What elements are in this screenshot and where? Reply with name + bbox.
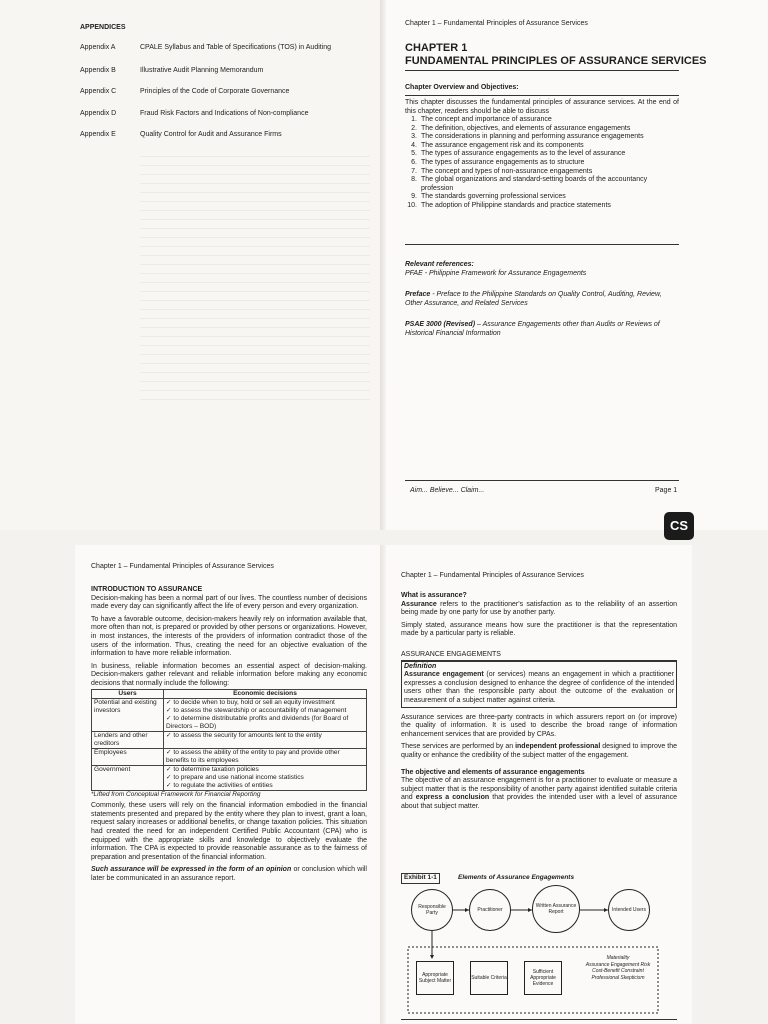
appendix-title: Fraud Risk Factors and Indications of Non-compliance xyxy=(140,110,309,117)
appendices-heading: APPENDICES xyxy=(80,24,126,31)
intro-paragraph-5: Such assurance will be expressed in the form of an opinion or conclusion which will later be communicated in an assurance report. xyxy=(91,866,367,882)
objective-item xyxy=(405,202,679,211)
objective-item xyxy=(405,150,679,159)
arrow-head-3 xyxy=(604,908,608,912)
decisions-cell xyxy=(164,748,367,765)
appendix-key: Appendix A xyxy=(80,44,116,51)
objective-item xyxy=(405,125,679,134)
definition-heading: Definition xyxy=(404,662,437,670)
objective-number: 7. xyxy=(411,167,417,175)
page-number: Page 1 xyxy=(655,487,678,494)
user-cell: Government xyxy=(92,765,164,790)
objective-item xyxy=(405,133,679,142)
independent-paragraph: These services are performed by an independent professional designed to improve the quality or enhance the credibility of the subject matter of the engagement. xyxy=(401,743,677,759)
overview-intro: This chapter discusses the fundamental principles of assurance services. At the end of this chapter, readers should be able to discuss xyxy=(405,99,679,115)
decision-item: ✓ to prepare and use national income statistics xyxy=(166,773,304,781)
appendix-key: Appendix D xyxy=(80,110,117,117)
assurance-simple: Simply stated, assurance means how sure the practitioner is that the representation made by a particular party is reliable. xyxy=(401,621,677,638)
consideration-item: Materiality xyxy=(606,955,630,961)
intro-paragraph-1: Decision-making has been a normal part of our lives. The countless number of decisions made every day can significantly affect the life of every person and every organization. xyxy=(91,594,367,611)
decisions-cell xyxy=(164,698,367,731)
decision-item: ✓ to determine taxation policies xyxy=(166,765,259,773)
intro-content xyxy=(91,586,367,883)
table-row xyxy=(92,698,367,731)
consideration-item: Professional Skepticism xyxy=(591,974,645,981)
exhibit-label: Exhibit 1-1 xyxy=(401,873,440,884)
overview-heading: Chapter Overview and Objectives: xyxy=(405,84,519,91)
objective-text: The types of assurance engagements as to the level of assurance xyxy=(421,150,626,158)
three-party-paragraph: Assurance services are three-party contracts in which assurers report on (or improve) the quality of information. It is used to describe the broad range of information enhancement services that are provided by CPAs. xyxy=(401,713,677,738)
decision-item: ✓ to assess the stewardship or accountability of management xyxy=(166,706,347,714)
objective-number: 3. xyxy=(411,133,417,141)
appendix-row xyxy=(80,44,331,53)
page-chapter-overview xyxy=(386,0,768,530)
appendix-title: Illustrative Audit Planning Memorandum xyxy=(140,67,264,74)
chapter-title: FUNDAMENTAL PRINCIPLES OF ASSURANCE SERVICES xyxy=(405,55,707,67)
user-cell: Employees xyxy=(92,748,164,765)
objective-text: The definition, objectives, and elements of assurance engagements xyxy=(421,124,631,132)
bottom-rule xyxy=(401,1019,677,1020)
objective-number: 9. xyxy=(411,193,417,201)
appendix-row xyxy=(80,131,282,140)
diagram-connectors xyxy=(386,545,692,1024)
page-introduction xyxy=(75,545,380,1024)
definition-text: Assurance engagement (or services) means an engagement in which a practitioner expresses a conclusion designed to enhance the degree of confidence of the intended users other than the responsible party about the outcome of the evaluation or measurement of a subject matter against criteria. xyxy=(404,671,674,704)
ref-psae: PSAE 3000 (Revised) – Assurance Engagements other than Audits or Reviews of Historical Financial Information xyxy=(405,321,660,337)
objective-item xyxy=(405,159,679,168)
ref-preface: Preface - Preface to the Philippine Standards on Quality Control, Auditing, Review, Other Assurance, and Related Services xyxy=(405,291,662,307)
arrow-head-4 xyxy=(430,955,434,959)
objective-text: The adoption of Philippine standards and practice statements xyxy=(421,201,611,209)
appendix-row xyxy=(80,88,289,97)
user-cell: Potential and existing investors xyxy=(92,698,164,731)
assurance-definition: Assurance refers to the practitioner's satisfaction as to the reliability of an assertion being made by one party for use by another party. xyxy=(401,600,677,617)
objective-text: The assurance engagement risk and its components xyxy=(421,141,584,149)
table-row xyxy=(92,748,367,765)
objective-number: 4. xyxy=(411,141,417,149)
appendix-title: CPALE Syllabus and Table of Specifications (TOS) in Auditing xyxy=(140,44,332,51)
objective-paragraph: The objective of an assurance engagement is for a practitioner to evaluate or measure a subject matter that is the responsibility of another party against identified suitable criteria and express a conclusion that provides the intended user with a level of assurance about that subject matter. xyxy=(401,777,678,810)
appendix-key: Appendix C xyxy=(80,88,117,95)
users-table xyxy=(91,689,367,791)
appendix-title: Quality Control for Audit and Assurance Firms xyxy=(140,131,282,138)
camscanner-badge: CS xyxy=(664,512,694,540)
intro-heading: INTRODUCTION TO ASSURANCE xyxy=(91,586,203,593)
objective-item xyxy=(405,176,679,193)
intro-paragraph-3: In business, reliable information becomes an essential aspect of decision-making. Decision-makers gather relevant and reliable information before making any economic decisions that normally include the following: xyxy=(91,662,367,687)
bleed-through-texture xyxy=(140,150,370,400)
objective-item xyxy=(405,193,679,202)
objectives-rule xyxy=(405,244,679,245)
title-rule xyxy=(405,70,679,71)
decision-item: ✓ to assess the ability of the entity to pay and provide other benefits to its employees xyxy=(166,748,340,764)
objective-number: 10. xyxy=(407,201,417,209)
objective-text: The concept and importance of assurance xyxy=(421,116,552,123)
appendix-key: Appendix E xyxy=(80,131,116,138)
intro-paragraph-4: Commonly, these users will rely on the financial information embodied in the financial statements presented and prepared by the entity where they plan to invest, grant a loan, request salary increases or additional benefits, or change taxation policies. This situation had created the need for an independent Certified Public Accountant (CPA) who is equipped with the appropriate skills and knowledge to objectively evaluate the information. The CPA is expected to provide reasonable assurance as to the fairness of preparation and presentation of the financial information. xyxy=(91,802,367,861)
objective-item xyxy=(405,116,679,125)
intro-paragraph-2: To have a favorable outcome, decision-makers heavily rely on information available that, more often than not, is prepared or provided by other persons or organizations. However, in most instances, the interests of the providers of information contradict those of the users of the information. Thus, creating the need for an objective evaluation of the information to have more reliable information. xyxy=(91,615,367,658)
ref-pfae: PFAE - Philippine Framework for Assurance Engagements xyxy=(405,270,587,277)
running-header: Chapter 1 – Fundamental Principles of Assurance Services xyxy=(401,572,584,579)
circle-practitioner: Practitioner xyxy=(469,889,511,931)
exhibit-title: Elements of Assurance Engagements xyxy=(458,874,575,881)
objective-text: The standards governing professional services xyxy=(421,193,566,201)
objective-text: The global organizations and standard-setting boards of the accountancy profession xyxy=(421,176,648,192)
page-assurance xyxy=(386,545,692,1024)
consideration-item: Assurance Engagement Risk xyxy=(585,961,651,968)
refs-heading: Relevant references: xyxy=(405,261,474,268)
objective-text: The concept and types of non-assurance engagements xyxy=(421,167,593,175)
box-evidence: Sufficient Appropriate Evidence xyxy=(524,961,562,995)
objective-number: 8. xyxy=(411,176,417,184)
decision-item: ✓ to assess the security for amounts lent to the entity xyxy=(166,731,322,739)
objective-text: The considerations in planning and performing assurance engagements xyxy=(421,133,644,141)
objective-number: 5. xyxy=(411,150,417,158)
footer-rule xyxy=(405,480,679,481)
table-row xyxy=(92,731,367,748)
overview-rule xyxy=(405,95,679,96)
appendix-title: Principles of the Code of Corporate Governance xyxy=(140,88,290,95)
objective-text: The types of assurance engagements as to structure xyxy=(421,158,585,166)
objective-item xyxy=(405,142,679,151)
decision-item: ✓ to decide when to buy, hold or sell an equity investment xyxy=(166,698,335,706)
table-source-note: *Lifted from Conceptual Framework for Financial Reporting xyxy=(91,790,261,798)
appendix-row xyxy=(80,67,263,76)
objective-number: 2. xyxy=(411,124,417,132)
arrow-head-2 xyxy=(528,908,532,912)
decisions-column-header: Economic decisions xyxy=(164,689,367,698)
consideration-item: Cost-Benefit Constraint xyxy=(592,968,644,974)
section-heading: ASSURANCE ENGAGEMENTS xyxy=(401,651,677,661)
objective-number: 1. xyxy=(411,116,417,123)
running-header: Chapter 1 – Fundamental Principles of Assurance Services xyxy=(91,563,274,570)
arrow-head-1 xyxy=(465,908,469,912)
decisions-cell xyxy=(164,731,367,748)
what-is-assurance-heading: What is assurance? xyxy=(401,592,467,599)
page-appendices xyxy=(0,0,380,530)
appendix-key: Appendix B xyxy=(80,67,116,74)
objective-heading: The objective and elements of assurance engagements xyxy=(401,768,585,776)
box-subject-matter: Appropriate Subject Matter xyxy=(416,961,454,995)
users-column-header: Users xyxy=(92,689,164,698)
footer-motto: Aim... Believe... Claim... xyxy=(410,487,485,494)
running-header: Chapter 1 – Fundamental Principles of Assurance Services xyxy=(405,20,588,27)
decision-item: ✓ to regulate the activities of entities xyxy=(166,781,273,789)
box-criteria: Suitable Criteria xyxy=(470,961,508,995)
chapter-label: CHAPTER 1 xyxy=(405,42,468,54)
circle-intended-users: Intended Users xyxy=(608,889,650,931)
objective-item xyxy=(405,168,679,177)
objectives-list xyxy=(405,116,679,211)
circle-responsible-party: Responsible Party xyxy=(411,889,453,931)
engagement-considerations xyxy=(582,955,654,981)
objective-number: 6. xyxy=(411,158,417,166)
decision-item: ✓ to determine distributable profits and dividends (for Board of Directors – BOD) xyxy=(166,714,349,730)
appendix-row xyxy=(80,110,308,119)
decisions-cell xyxy=(164,765,367,790)
circle-assurance-report: Written Assurance Report xyxy=(532,885,580,933)
user-cell: Lenders and other creditors xyxy=(92,731,164,748)
table-row xyxy=(92,765,367,790)
